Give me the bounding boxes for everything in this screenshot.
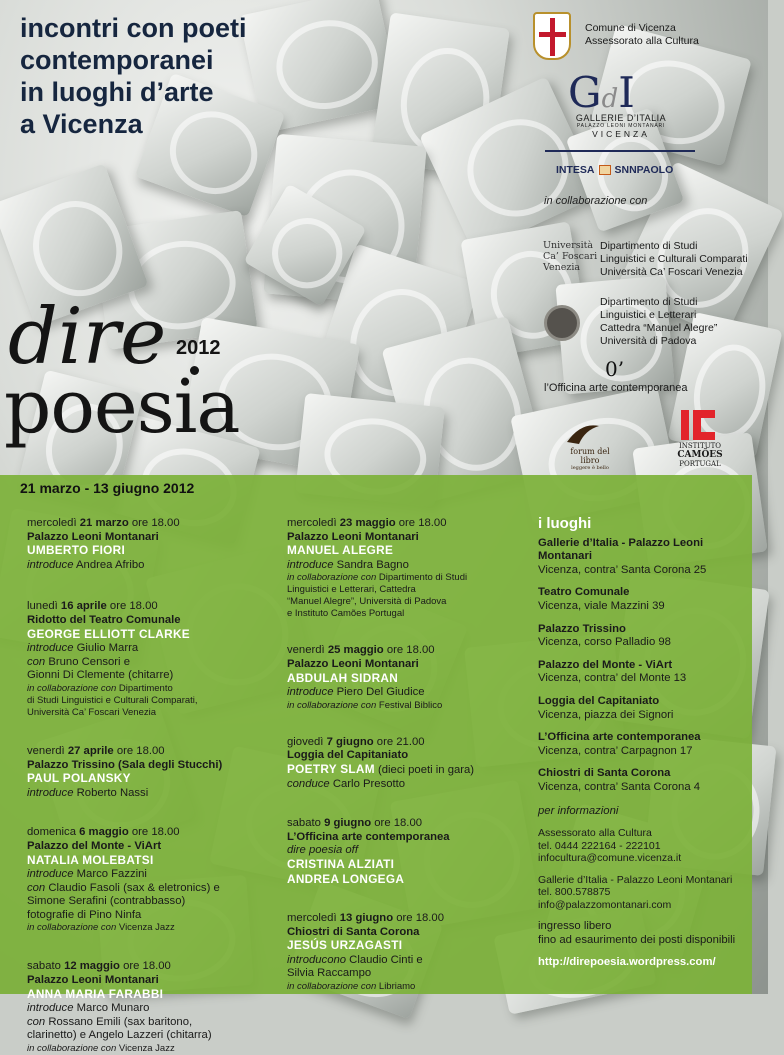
camoes-mark-icon	[681, 410, 715, 440]
event-venue: Palazzo Leoni Montanari	[27, 974, 159, 987]
event-role: introduce	[27, 642, 74, 655]
event-note-label: in collaborazione con	[27, 682, 117, 694]
event-person: Piero Del Giudice	[333, 686, 425, 699]
event-datetime	[27, 600, 267, 614]
event	[287, 817, 527, 886]
event-day: sabato	[287, 817, 325, 830]
event	[27, 960, 267, 1055]
event-time: ore 18.00	[395, 517, 447, 529]
event-person: Giulio Marra	[73, 642, 139, 655]
event-datetime	[287, 736, 527, 750]
event	[27, 745, 267, 800]
event-time: ore 21.00	[373, 735, 425, 748]
event-note	[27, 922, 267, 934]
event-venue: Palazzo del Monte - ViArt	[27, 839, 162, 852]
place	[538, 659, 753, 686]
event-time: ore 18.00	[113, 744, 165, 757]
place-address: Vicenza, contra’ Santa Corona 25	[538, 563, 707, 576]
title-line: incontri con poeti	[20, 13, 247, 43]
event-note	[287, 584, 527, 596]
place-name: Teatro Comunale	[538, 586, 630, 599]
event-venue: Ridotto del Teatro Comunale	[27, 613, 181, 626]
event-detail	[27, 559, 267, 573]
padova-seal-icon	[544, 305, 580, 341]
event-note	[27, 1043, 267, 1055]
event-time: ore 18.00	[128, 517, 180, 529]
forum-logo	[560, 425, 620, 471]
event-poet-line	[27, 628, 267, 643]
gdi-logo	[568, 68, 635, 117]
event-role: con	[27, 881, 46, 894]
event-detail	[287, 778, 527, 792]
place-name: Gallerie d’Italia - Palazzo Leoni Montanari	[538, 536, 704, 563]
place	[538, 767, 753, 794]
luoghi-list	[538, 537, 753, 795]
event-note-text: Vicenza Jazz	[116, 1043, 175, 1055]
place-address: Vicenza, contra’ del Monte 13	[538, 672, 687, 685]
info-line: tel. 0444 222164 - 222101	[538, 839, 661, 852]
foscari-logo	[543, 240, 597, 273]
event-poet: GEORGE ELLIOTT CLARKE	[27, 626, 190, 641]
date-range: 21 marzo - 13 giugno 2012	[20, 480, 195, 496]
event-detail	[27, 669, 267, 683]
info-line: tel. 800.578875	[538, 886, 611, 899]
ingresso-line: ingresso libero	[538, 920, 612, 933]
event-note-label: in collaborazione con	[287, 981, 377, 993]
gdi-letter: I	[618, 68, 635, 117]
gdi-line: GALLERIE D’ITALIA	[575, 113, 667, 123]
event-role: introduce	[287, 686, 334, 699]
event-poet: POETRY SLAM	[287, 761, 375, 776]
gdi-line: PALAZZO LEONI MONTANARI	[576, 123, 666, 129]
program-column-1	[27, 517, 267, 1055]
place-address: Vicenza, corso Palladio 98	[538, 636, 671, 649]
event-note-text: di Studi Linguistici e Culturali Comparati,	[27, 694, 198, 706]
event-note-text: Festival Biblico	[376, 699, 443, 711]
place-name: L’Officina arte contemporanea	[538, 731, 701, 744]
camoes-logo	[670, 442, 730, 469]
padova-line: Linguistici e Letterari	[600, 309, 697, 321]
event-role: conduce	[287, 777, 330, 790]
event-datetime	[287, 517, 527, 531]
event-note-text: Università Ca’ Foscari Venezia	[27, 706, 157, 718]
event-role: introduce	[27, 1002, 74, 1015]
event-datetime	[27, 517, 267, 531]
event	[27, 600, 267, 719]
event-date: 6 maggio	[79, 826, 129, 839]
event-role: introduce	[27, 868, 74, 881]
foscari-line: Dipartimento di Studi	[600, 240, 698, 252]
event-date: 13 giugno	[339, 912, 394, 925]
event-detail	[287, 954, 527, 968]
ingresso-line: fino ad esaurimento dei posti disponibili	[538, 933, 736, 946]
event-note-text: “Manuel Alegre”, Università di Padova	[287, 596, 447, 608]
officina-text: l’Officina arte contemporanea	[544, 382, 688, 394]
place-address: Vicenza, viale Mazzini 39	[538, 599, 665, 612]
info-block	[538, 827, 753, 865]
place-name: Palazzo del Monte - ViArt	[538, 658, 673, 671]
event-note-text: e Instituto Camões Portugal	[287, 608, 405, 620]
event-date: 21 marzo	[79, 517, 129, 529]
info-name: Assessorato alla Cultura	[538, 827, 652, 840]
event-person: fotografie di Pino Ninfa	[27, 908, 142, 921]
event-day: lunedì	[27, 600, 61, 613]
event	[287, 912, 527, 993]
padova-line: Dipartimento di Studi	[600, 296, 698, 308]
event-person: Gionni Di Clemente (chitarre)	[27, 669, 174, 682]
event-person: Bruno Censori e	[45, 655, 130, 668]
event-poet: NATALIA MOLEBATSI	[27, 852, 154, 867]
event-poet-line	[27, 988, 267, 1003]
event-role: con	[27, 655, 46, 668]
gdi-line: VICENZA	[592, 129, 650, 139]
event-day: venerdì	[27, 744, 68, 757]
event-date: 12 maggio	[64, 960, 120, 973]
event-role: introduce	[27, 558, 74, 571]
event-detail	[27, 1016, 267, 1030]
info-title: per informazioni	[538, 804, 619, 817]
event-time: ore 18.00	[371, 817, 423, 830]
event	[287, 736, 527, 791]
event-date: 25 maggio	[327, 644, 384, 657]
event-person: clarinetto) e Angelo Lazzeri (chitarra)	[27, 1029, 212, 1042]
event-role: introducono	[287, 953, 347, 966]
event-poet-line	[287, 672, 527, 687]
event-detail	[27, 895, 267, 909]
padova-text	[600, 296, 717, 348]
event-note-text: Vicenza Jazz	[116, 922, 175, 934]
event-venue: L’Officina arte contemporanea	[287, 830, 450, 843]
event-person: Marco Munaro	[73, 1002, 150, 1015]
event-poet: ANNA MARIA FARABBI	[27, 986, 164, 1001]
place	[538, 731, 753, 758]
place	[538, 537, 753, 578]
event-poet-line	[287, 939, 527, 954]
padova-line: Cattedra “Manuel Alegre”	[600, 322, 718, 334]
gdi-letter: d	[601, 84, 619, 114]
place	[538, 695, 753, 722]
info-line: info@palazzomontanari.com	[538, 898, 672, 911]
event-note	[27, 683, 267, 695]
title-line: a Vicenza	[20, 109, 143, 139]
event-note	[27, 695, 267, 707]
event-note	[287, 700, 527, 712]
event-datetime	[27, 745, 267, 759]
event-person: Sandra Bagno	[333, 558, 409, 571]
event-note	[287, 596, 527, 608]
foscari-logo-line: Venezia	[543, 262, 581, 273]
event-day: sabato	[27, 960, 65, 973]
event-detail	[27, 1029, 267, 1043]
event-poet-line	[27, 854, 267, 869]
event-datetime	[27, 826, 267, 840]
info-name: Gallerie d’Italia - Palazzo Leoni Montanari	[538, 873, 733, 886]
event	[287, 644, 527, 711]
officina-mark: 0’	[605, 357, 625, 381]
comune-text	[585, 22, 699, 48]
event-person: Silvia Raccampo	[287, 967, 372, 980]
intesa-left: INTESA	[556, 164, 595, 176]
event-time: ore 18.00	[128, 826, 180, 839]
event-note-text: Dipartimento di Studi	[376, 572, 468, 584]
in-collab-label: in collaborazione con	[544, 195, 648, 207]
event-role: introduce	[27, 786, 74, 799]
logo-word-dire: dire	[8, 292, 167, 382]
event-detail	[27, 868, 267, 882]
event-detail	[287, 559, 527, 573]
event-day: domenica	[27, 826, 80, 839]
event-detail	[27, 656, 267, 670]
event-role: con	[27, 1015, 46, 1028]
event-person: Carlo Presotto	[329, 777, 406, 790]
event-note-text: Libriamo	[376, 981, 416, 993]
event-poet: MANUEL ALEGRE	[287, 543, 394, 558]
poster-title	[20, 12, 290, 140]
place	[538, 586, 753, 613]
program-column-2	[287, 517, 527, 993]
event-person: Simone Serafini (contrabbasso)	[27, 895, 186, 908]
foscari-line: Linguistici e Culturali Comparati	[600, 253, 748, 265]
event-person: Claudio Fasoli (sax & eletronics) e	[45, 881, 220, 894]
event-poet-line	[287, 763, 527, 778]
event-poet: ABDULAH SIDRAN	[287, 670, 399, 685]
event-venue: Palazzo Leoni Montanari	[287, 657, 419, 670]
event-detail	[27, 787, 267, 801]
event-poet: CRISTINA ALZIATI	[287, 856, 395, 871]
event-note	[287, 981, 527, 993]
event-date: 27 aprile	[67, 744, 114, 757]
event-poet-line	[287, 858, 527, 873]
event-note-label: in collaborazione con	[27, 922, 117, 934]
padova-line: Università di Padova	[600, 335, 697, 347]
event-note	[287, 608, 527, 620]
foscari-line: Università Ca’ Foscari Venezia	[600, 266, 743, 278]
forum-sub: leggere è bello	[571, 465, 609, 471]
event-person: Roberto Nassi	[73, 786, 149, 799]
intesa-right: SNNPAOLO	[614, 164, 674, 176]
title-line: contemporanei	[20, 45, 214, 75]
event-day: giovedì	[287, 735, 327, 748]
event-poet-line	[27, 772, 267, 787]
event-detail	[27, 642, 267, 656]
event-poet-line	[287, 544, 527, 559]
event-note-text: Dipartimento	[116, 682, 173, 694]
foscari-text	[600, 240, 748, 279]
event-note	[27, 707, 267, 719]
event-day: mercoledì	[287, 517, 340, 529]
event-date: 16 aprile	[60, 600, 107, 613]
intesa-logo	[556, 164, 673, 176]
camoes-line: INSTITUTO	[678, 442, 722, 450]
divider	[545, 150, 695, 152]
info-block	[538, 874, 753, 912]
event-poet: PAUL POLANSKY	[27, 771, 131, 786]
place-name: Chiostri di Santa Corona	[538, 767, 671, 780]
place-address: Vicenza, contra’ Santa Corona 4	[538, 780, 701, 793]
event-poet: JESÚS URZAGASTI	[287, 938, 403, 953]
event-venue: Palazzo Leoni Montanari	[27, 530, 159, 543]
event	[27, 826, 267, 934]
event-venue: Chiostri di Santa Corona	[287, 925, 420, 938]
place	[538, 623, 753, 650]
event-poet-line	[27, 544, 267, 559]
event-note-label: in collaborazione con	[287, 572, 377, 584]
event-day: mercoledì	[27, 517, 80, 529]
foscari-logo-line: Università	[543, 240, 594, 251]
event-detail	[27, 909, 267, 923]
event-detail	[287, 686, 527, 700]
comune-line: Assessorato alla Cultura	[585, 35, 699, 47]
event-date: 23 maggio	[339, 517, 396, 529]
event-datetime	[287, 912, 527, 926]
place-address: Vicenza, piazza dei Signori	[538, 708, 674, 721]
vicenza-crest-icon	[533, 12, 571, 60]
event-note	[287, 572, 527, 584]
info-line: infocultura@comune.vicenza.it	[538, 852, 682, 865]
event-detail	[27, 882, 267, 896]
event-date: 9 giugno	[324, 817, 372, 830]
event-poet: UMBERTO FIORI	[27, 543, 126, 558]
logo-year: 2012	[176, 337, 221, 359]
event-poet-suffix: (dieci poeti in gara)	[374, 763, 475, 776]
event	[27, 517, 267, 572]
comune-line: Comune di Vicenza	[585, 22, 676, 34]
event-detail	[287, 967, 527, 981]
event-note-label: in collaborazione con	[287, 699, 377, 711]
event-time: ore 18.00	[393, 912, 444, 925]
event-person: Andrea Afribo	[73, 558, 145, 571]
luoghi-column	[538, 517, 753, 970]
logo-word-poesia: poesia	[4, 364, 240, 450]
event-note-text: Linguistici e Letterari, Cattedra	[287, 584, 416, 596]
title-line: in luoghi d’arte	[20, 77, 214, 107]
gdi-caption	[566, 113, 676, 139]
event-series: dire poesia off	[287, 844, 358, 857]
event-person: Marco Fazzini	[73, 868, 147, 881]
place-name: Palazzo Trissino	[538, 622, 626, 635]
event-datetime	[287, 817, 527, 831]
event-venue: Palazzo Trissino (Sala degli Stucchi)	[27, 758, 223, 771]
info-list	[538, 827, 753, 911]
luoghi-title: i luoghi	[538, 515, 592, 532]
event-date: 7 giugno	[326, 735, 374, 748]
camoes-line: CAMÕES	[677, 450, 723, 460]
event-person: Rossano Emili (sax baritono,	[45, 1015, 193, 1028]
event-role: introduce	[287, 558, 334, 571]
event-venue: Palazzo Leoni Montanari	[287, 530, 419, 543]
gdi-letter: G	[568, 68, 602, 117]
event-datetime	[27, 960, 267, 974]
event-poet: ANDREA LONGEGA	[287, 871, 405, 886]
event-venue: Loggia del Capitaniato	[287, 749, 409, 762]
intesa-square-icon	[599, 165, 611, 175]
event-note-label: in collaborazione con	[27, 1043, 117, 1055]
ingresso	[538, 920, 753, 947]
event-time: ore 18.00	[119, 960, 171, 973]
place-address: Vicenza, contra’ Carpagnon 17	[538, 744, 693, 757]
event-person: Claudio Cinti e	[346, 953, 423, 966]
forum-name: forum del libro	[570, 447, 610, 465]
event-day: mercoledì	[287, 912, 340, 925]
event-time: ore 18.00	[106, 600, 158, 613]
event-datetime	[287, 644, 527, 658]
place-name: Loggia del Capitaniato	[538, 694, 660, 707]
event	[287, 517, 527, 620]
website-link[interactable]: http://direpoesia.wordpress.com/	[538, 956, 716, 969]
event-day: venerdì	[287, 644, 328, 657]
camoes-line: PORTUGAL	[679, 460, 721, 468]
event-detail	[27, 1002, 267, 1016]
event-time: ore 18.00	[383, 644, 435, 657]
foscari-logo-line: Ca’ Foscari	[543, 251, 598, 262]
